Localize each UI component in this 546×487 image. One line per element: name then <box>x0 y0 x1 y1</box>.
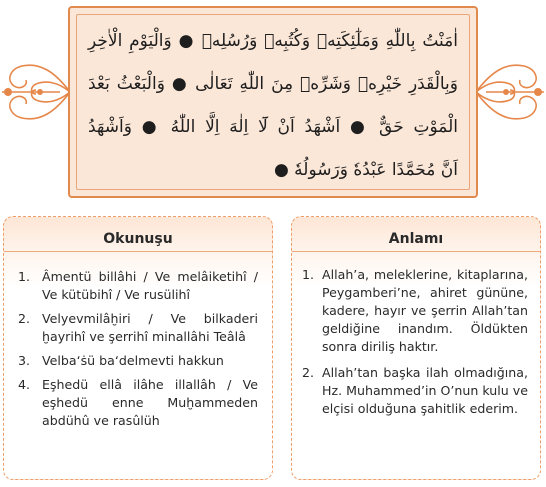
list-item: 3. Velba‘ṡü ba‘delmevti hakkun <box>18 353 224 368</box>
okunusu-panel <box>3 216 273 480</box>
anlami-list <box>292 252 540 418</box>
okunusu-title: Okunuşu <box>103 231 173 247</box>
arabic-text-block <box>88 20 458 192</box>
right-ornament-icon <box>470 32 546 152</box>
list-item: 2. Velyevmilâḫiri / Ve bilkaderi ḫayrihî ve şerrihî minallâhi Teâlâ <box>18 311 258 344</box>
arabic-line-2: وَبِالْقَدَرِ خَيْرِهٖ وَشَرِّهٖ مِنَ اللّٰهِ تَعَالٰى ● وَالْبَعْثُ بَعْدَ <box>88 74 458 94</box>
okunusu-list <box>4 252 272 430</box>
list-item: 2. Allah’tan başka ilah olmadığına, Hz. Muhammed’in O’nun kulu ve elçisi olduğuna şahitlik ederim. <box>302 365 528 416</box>
list-item: 1. Allah’a, meleklerine, kitaplarına, Peygamberi’ne, ahiret gününe, kadere, hayır ve şerrin Allah’tan geldiğine inandım. Öldükten sonra diriliş haktır. <box>302 267 528 354</box>
list-item: 1. Âmentü billâhi / Ve melâiketihî / Ve kütübihî / Ve rusülihî <box>18 269 258 302</box>
arabic-line-1: اٰمَنْتُ بِاللّٰهِ وَمَلٰٓئِكَتِهٖ وَكُتُبِهٖ وَرُسُلِهٖ ● وَالْيَوْمِ الْاٰخِرِ <box>88 31 458 51</box>
arabic-line-3: الْمَوْتِ حَقٌّ ● اَشْهَدُ اَنْ لَٓا اِلٰهَ اِلَّا اللّٰهُ ● وَاَشْهَدُ <box>88 117 458 137</box>
anlami-panel <box>291 216 541 480</box>
list-item: 4. Eşhedü ellâ ilâhe illallâh / Ve eşhedü enne Muḫammeden abdühû ve rasûlüh <box>18 377 258 428</box>
arabic-line-4: اَنَّ مُحَمَّدًا عَبْدُهٗ وَرَسُولُهٗ ● <box>273 160 458 180</box>
left-ornament-icon <box>0 32 76 152</box>
arabic-text-frame <box>68 6 478 198</box>
anlami-title: Anlamı <box>388 231 444 247</box>
